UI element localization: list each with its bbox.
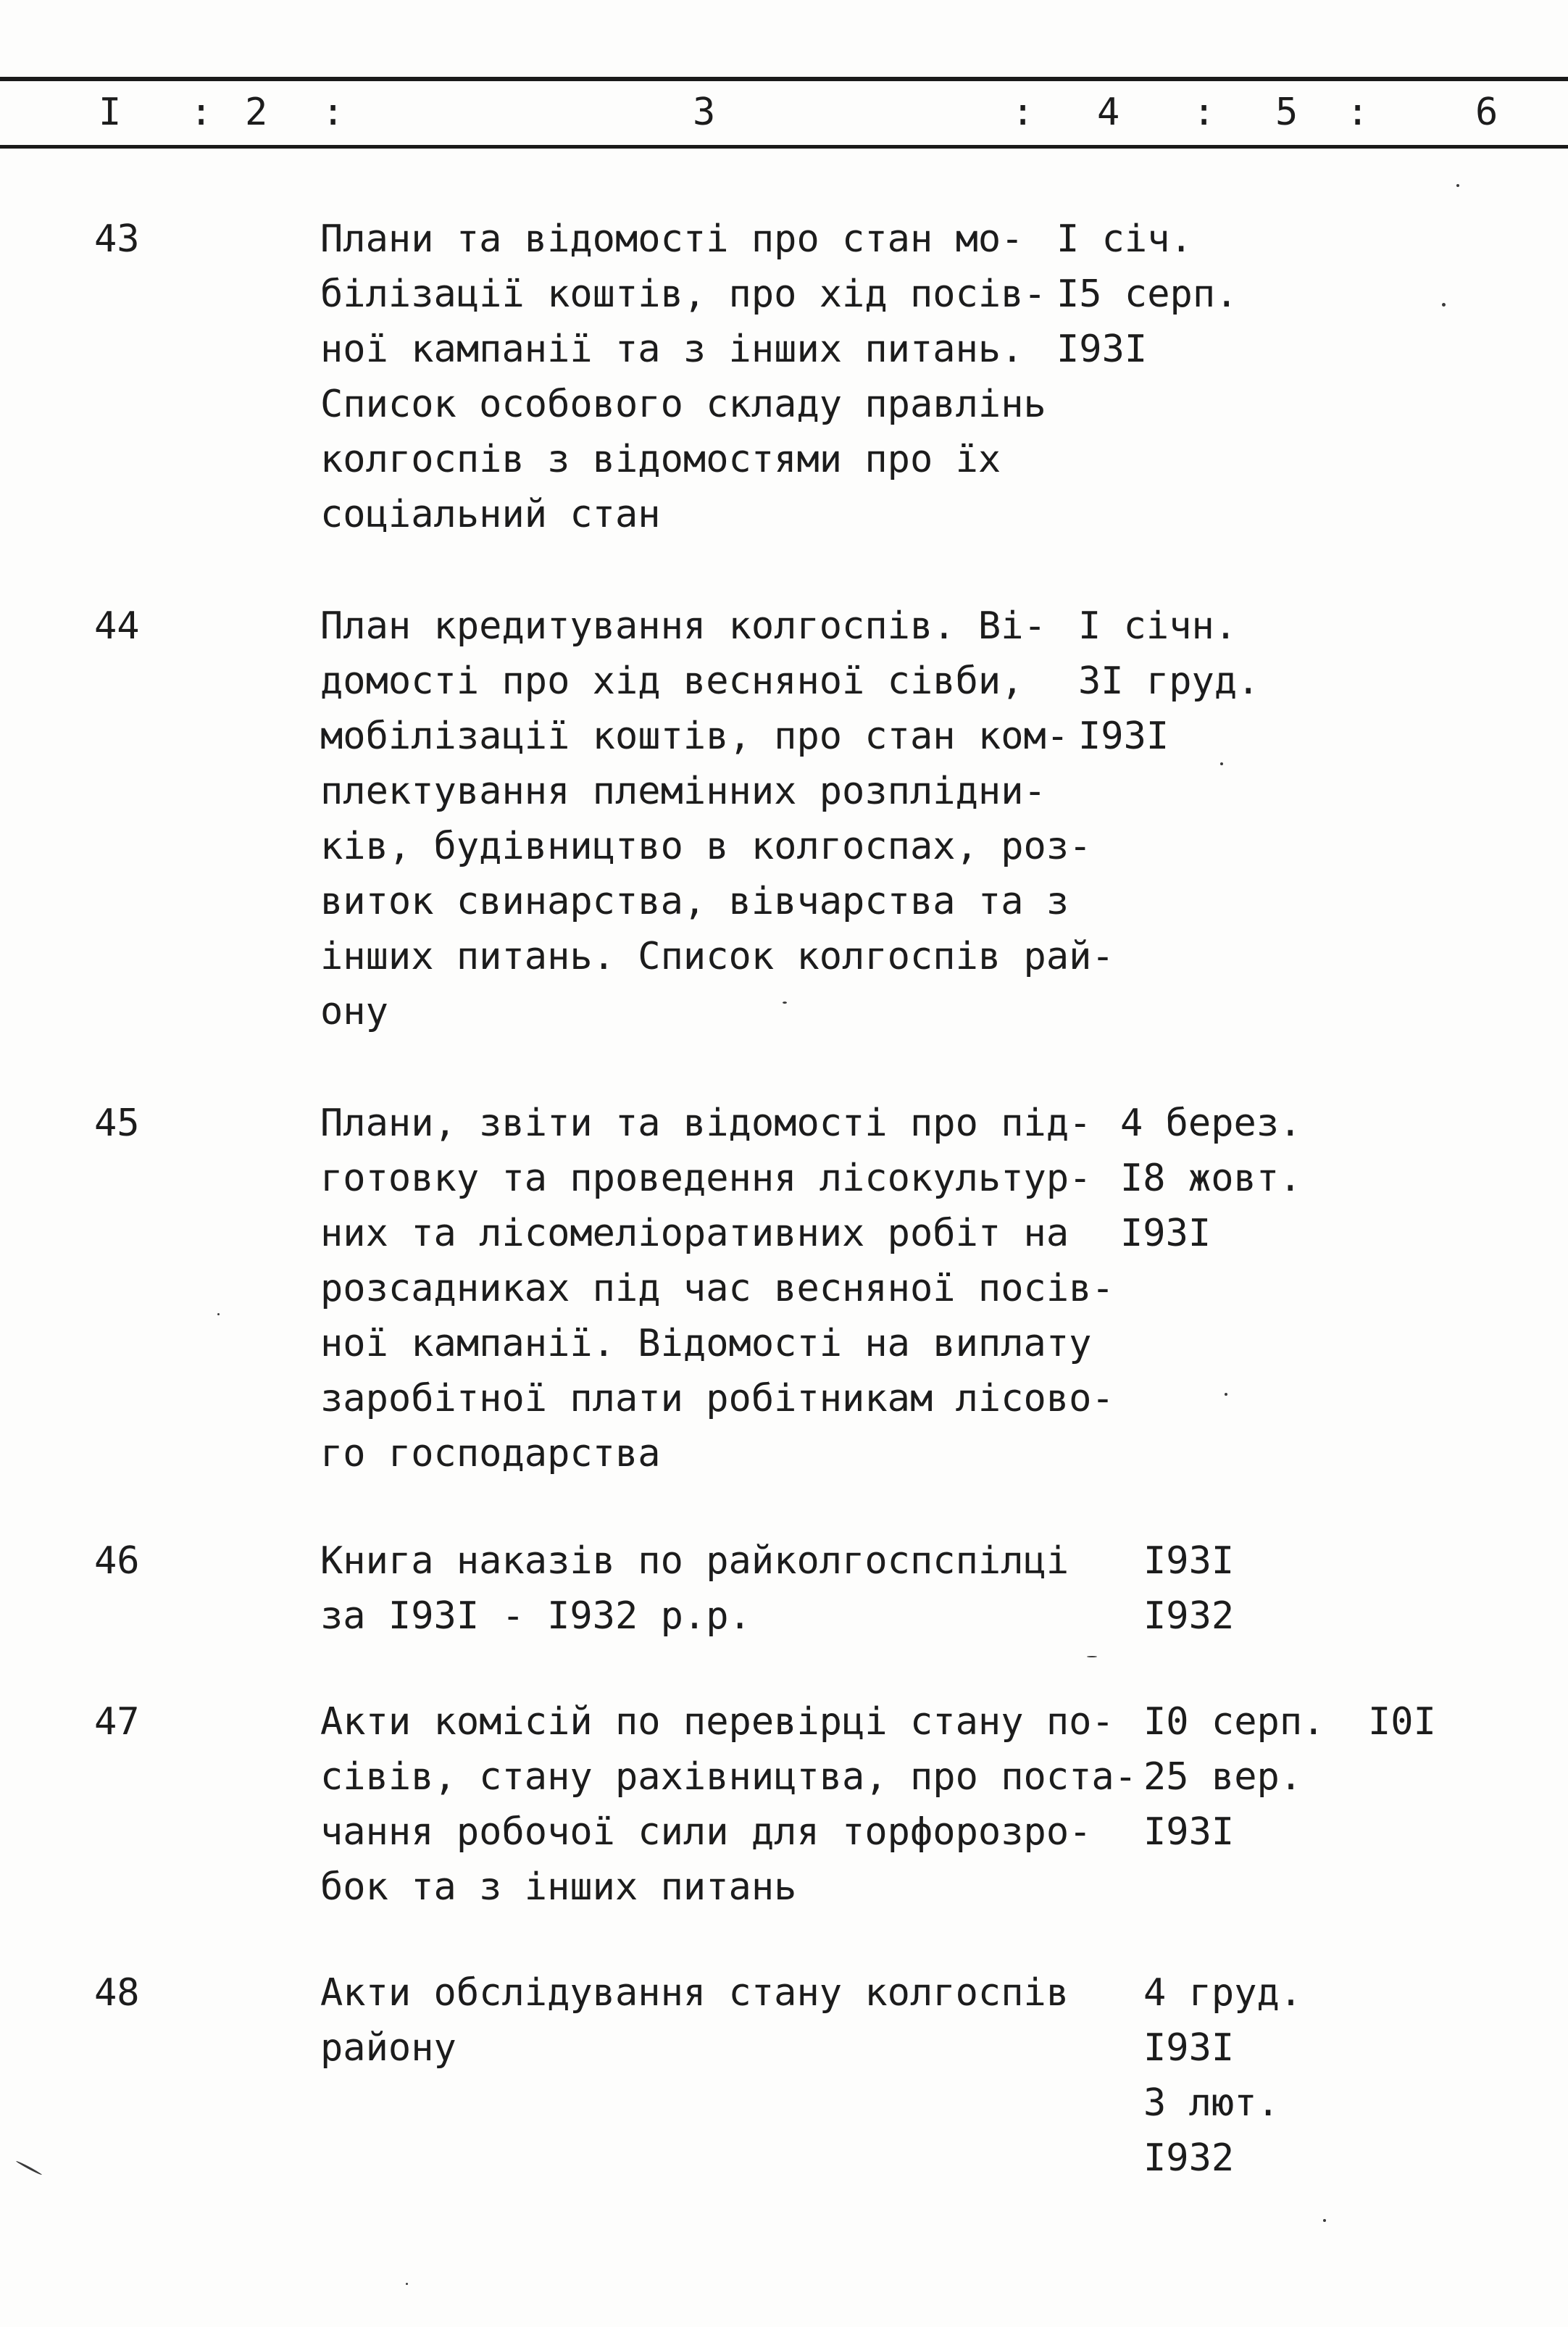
description-line: виток свинарства, вівчарства та з xyxy=(320,880,1069,923)
column-separator: : xyxy=(1346,91,1369,134)
date-line: I0 серп. xyxy=(1143,1700,1325,1744)
date-line: I8 жовт. xyxy=(1120,1157,1302,1200)
date-line: I січн. xyxy=(1078,604,1238,648)
scan-speck xyxy=(1456,184,1459,187)
record-dates xyxy=(1078,599,1259,764)
record-number: 45 xyxy=(94,1102,140,1145)
description-line: домості про хід весняної сівби, xyxy=(320,659,1024,703)
column-header-6: 6 xyxy=(1475,91,1498,134)
record-dates xyxy=(1120,1096,1301,1261)
description-line: них та лісомеліоративних робіт на xyxy=(320,1212,1069,1255)
record-sheet-count: I0I xyxy=(1368,1700,1436,1744)
description-line: мобілізації коштів, про стан ком- xyxy=(320,715,1069,758)
description-line: колгоспів з відомостями про їх xyxy=(320,438,1001,481)
date-line: I93I xyxy=(1143,2026,1235,2070)
description-line: Плани та відомості про стан мо- xyxy=(320,217,1024,261)
description-line: го господарства xyxy=(320,1432,661,1475)
description-line: Акти комісій по перевірці стану по- xyxy=(320,1700,1114,1744)
column-separator: : xyxy=(190,91,213,134)
record-dates xyxy=(1143,1965,1302,2186)
scan-speck xyxy=(16,2160,43,2176)
date-line: I93I xyxy=(1143,1539,1235,1583)
description-line: білізації коштів, про хід посів- xyxy=(320,272,1046,316)
record-description xyxy=(320,599,1114,1039)
description-line: розсадниках під час весняної посів- xyxy=(320,1267,1114,1310)
description-line: за I93I - I932 р.р. xyxy=(320,1594,751,1638)
date-line: I січ. xyxy=(1056,217,1193,261)
scan-speck xyxy=(1225,1393,1227,1396)
record-description xyxy=(320,1533,1069,1644)
date-line: 3 лют. xyxy=(1143,2081,1280,2125)
column-header-2: 2 xyxy=(245,91,268,134)
record-description xyxy=(320,1965,1069,2076)
column-header-5: 5 xyxy=(1275,91,1298,134)
header-bottom-rule xyxy=(0,145,1568,149)
record-description xyxy=(320,212,1046,542)
date-line: 4 груд. xyxy=(1143,1971,1303,2015)
description-line: чання робочої сили для торфорозро- xyxy=(320,1810,1092,1854)
record-dates xyxy=(1143,1694,1325,1860)
description-line: соціальний стан xyxy=(320,493,661,536)
record-number: 48 xyxy=(94,1971,140,2015)
date-line: 25 вер. xyxy=(1143,1755,1303,1799)
date-line: I93I xyxy=(1143,1810,1235,1854)
column-separator: : xyxy=(1012,91,1035,134)
scan-speck xyxy=(783,1002,787,1004)
column-separator: : xyxy=(322,91,345,134)
description-line: плектування племінних розплідни- xyxy=(320,770,1046,813)
date-line: I932 xyxy=(1143,1594,1235,1638)
description-line: ної кампанії. Відомості на виплату xyxy=(320,1322,1092,1365)
header-top-rule xyxy=(0,77,1568,81)
description-line: ону xyxy=(320,990,388,1033)
description-line: сівів, стану рахівництва, про поста- xyxy=(320,1755,1138,1799)
record-number: 47 xyxy=(94,1700,140,1744)
record-number: 44 xyxy=(94,604,140,648)
date-line: I93I xyxy=(1078,715,1169,758)
date-line: I5 серп. xyxy=(1056,272,1238,316)
date-line: 4 берез. xyxy=(1120,1102,1302,1145)
column-separator: : xyxy=(1193,91,1216,134)
description-line: Книга наказів по райколгоспспілці xyxy=(320,1539,1069,1583)
record-dates xyxy=(1056,212,1238,377)
description-line: бок та з інших питань xyxy=(320,1865,797,1909)
date-line: I93I xyxy=(1056,328,1148,371)
scan-speck xyxy=(406,2283,408,2285)
description-line: План кредитування колгоспів. Ві- xyxy=(320,604,1046,648)
description-line: ків, будівництво в колгоспах, роз- xyxy=(320,825,1092,868)
scan-speck xyxy=(1442,303,1446,307)
description-line: Акти обслідування стану колгоспів xyxy=(320,1971,1069,2015)
scan-speck xyxy=(1220,762,1223,765)
column-header-3: 3 xyxy=(693,91,716,134)
description-line: Список особового складу правлінь xyxy=(320,383,1046,426)
date-line: I93I xyxy=(1120,1212,1212,1255)
description-line: заробітної плати робітникам лісово- xyxy=(320,1377,1114,1420)
description-line: готовку та проведення лісокультур- xyxy=(320,1157,1092,1200)
record-description xyxy=(320,1694,1137,1915)
record-dates xyxy=(1143,1533,1234,1644)
description-line: району xyxy=(320,2026,456,2070)
column-header-1: I xyxy=(99,91,122,134)
scan-speck xyxy=(1323,2219,1326,2222)
description-line: ної кампанії та з інших питань. xyxy=(320,328,1024,371)
description-line: Плани, звіти та відомості про під- xyxy=(320,1102,1092,1145)
scan-speck xyxy=(217,1313,220,1315)
record-number: 43 xyxy=(94,217,140,261)
column-header-4: 4 xyxy=(1097,91,1120,134)
record-number: 46 xyxy=(94,1539,140,1583)
date-line: 3I груд. xyxy=(1078,659,1260,703)
record-description xyxy=(320,1096,1114,1481)
date-line: I932 xyxy=(1143,2136,1235,2180)
description-line: інших питань. Список колгоспів рай- xyxy=(320,935,1114,978)
scan-speck xyxy=(1087,1656,1097,1657)
